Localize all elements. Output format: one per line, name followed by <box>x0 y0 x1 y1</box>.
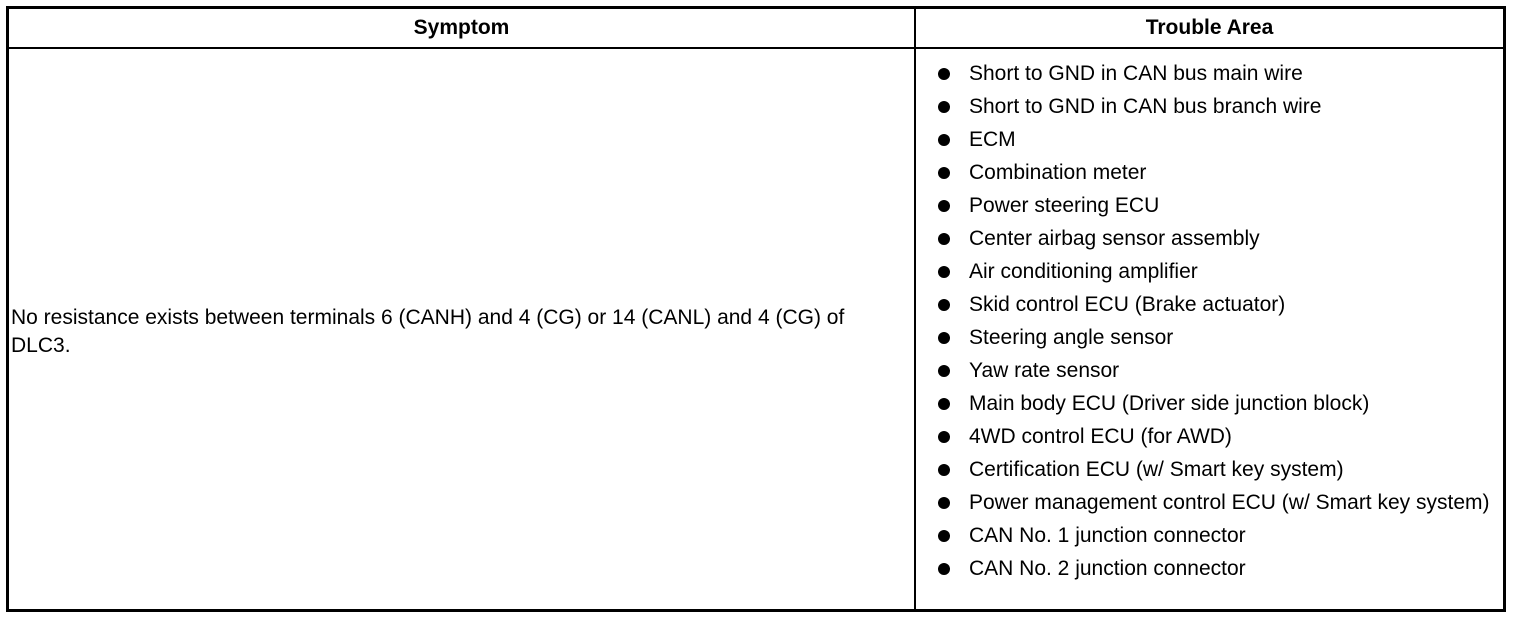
trouble-area-item: Combination meter <box>969 161 1147 184</box>
trouble-area-list <box>934 59 1504 587</box>
bullet-icon <box>938 398 950 410</box>
bullet-icon <box>938 134 950 146</box>
bullet-icon <box>938 299 950 311</box>
bullet-icon <box>938 365 950 377</box>
trouble-area-item: Certification ECU (w/ Smart key system) <box>969 458 1344 481</box>
header-trouble-area: Trouble Area <box>1145 16 1274 39</box>
list-item <box>934 158 1504 188</box>
list-item <box>934 257 1504 287</box>
trouble-area-item: Power steering ECU <box>969 194 1160 217</box>
bullet-icon <box>938 101 950 113</box>
bullet-icon <box>938 464 950 476</box>
bullet-icon <box>938 563 950 575</box>
list-item <box>934 521 1504 551</box>
trouble-area-item: Center airbag sensor assembly <box>969 227 1260 250</box>
trouble-area-item: CAN No. 2 junction connector <box>969 557 1246 580</box>
trouble-area-item: Power management control ECU (w/ Smart key system) <box>969 491 1490 514</box>
trouble-area-item: Air conditioning amplifier <box>969 260 1198 283</box>
trouble-area-item: Short to GND in CAN bus branch wire <box>969 95 1322 118</box>
trouble-area-item: CAN No. 1 junction connector <box>969 524 1246 547</box>
list-item <box>934 191 1504 221</box>
list-item <box>934 92 1504 122</box>
trouble-area-item: Main body ECU (Driver side junction block) <box>969 392 1370 415</box>
trouble-area-item: Steering angle sensor <box>969 326 1174 349</box>
trouble-area-item: Short to GND in CAN bus main wire <box>969 62 1303 85</box>
diagnosis-table <box>6 6 1506 612</box>
bullet-icon <box>938 497 950 509</box>
list-item <box>934 59 1504 89</box>
symptom-cell: No resistance exists between terminals 6 (CANH) and 4 (CG) or 14 (CANL) and 4 (CG) of DLC3. <box>11 306 845 357</box>
bullet-icon <box>938 68 950 80</box>
bullet-icon <box>938 332 950 344</box>
list-item <box>934 290 1504 320</box>
list-item <box>934 422 1504 452</box>
header-symptom: Symptom <box>413 16 510 39</box>
list-item <box>934 125 1504 155</box>
list-item <box>934 389 1504 419</box>
bullet-icon <box>938 530 950 542</box>
list-item <box>934 323 1504 353</box>
column-divider <box>914 9 916 609</box>
bullet-icon <box>938 200 950 212</box>
list-item <box>934 224 1504 254</box>
list-item <box>934 356 1504 386</box>
bullet-icon <box>938 266 950 278</box>
bullet-icon <box>938 167 950 179</box>
trouble-area-item: 4WD control ECU (for AWD) <box>969 425 1232 448</box>
list-item <box>934 455 1504 485</box>
trouble-area-item: ECM <box>969 128 1016 151</box>
bullet-icon <box>938 431 950 443</box>
trouble-area-item: Yaw rate sensor <box>969 359 1120 382</box>
table-header-row <box>9 9 1503 49</box>
list-item <box>934 488 1504 518</box>
list-item <box>934 554 1504 584</box>
trouble-area-item: Skid control ECU (Brake actuator) <box>969 293 1286 316</box>
bullet-icon <box>938 233 950 245</box>
